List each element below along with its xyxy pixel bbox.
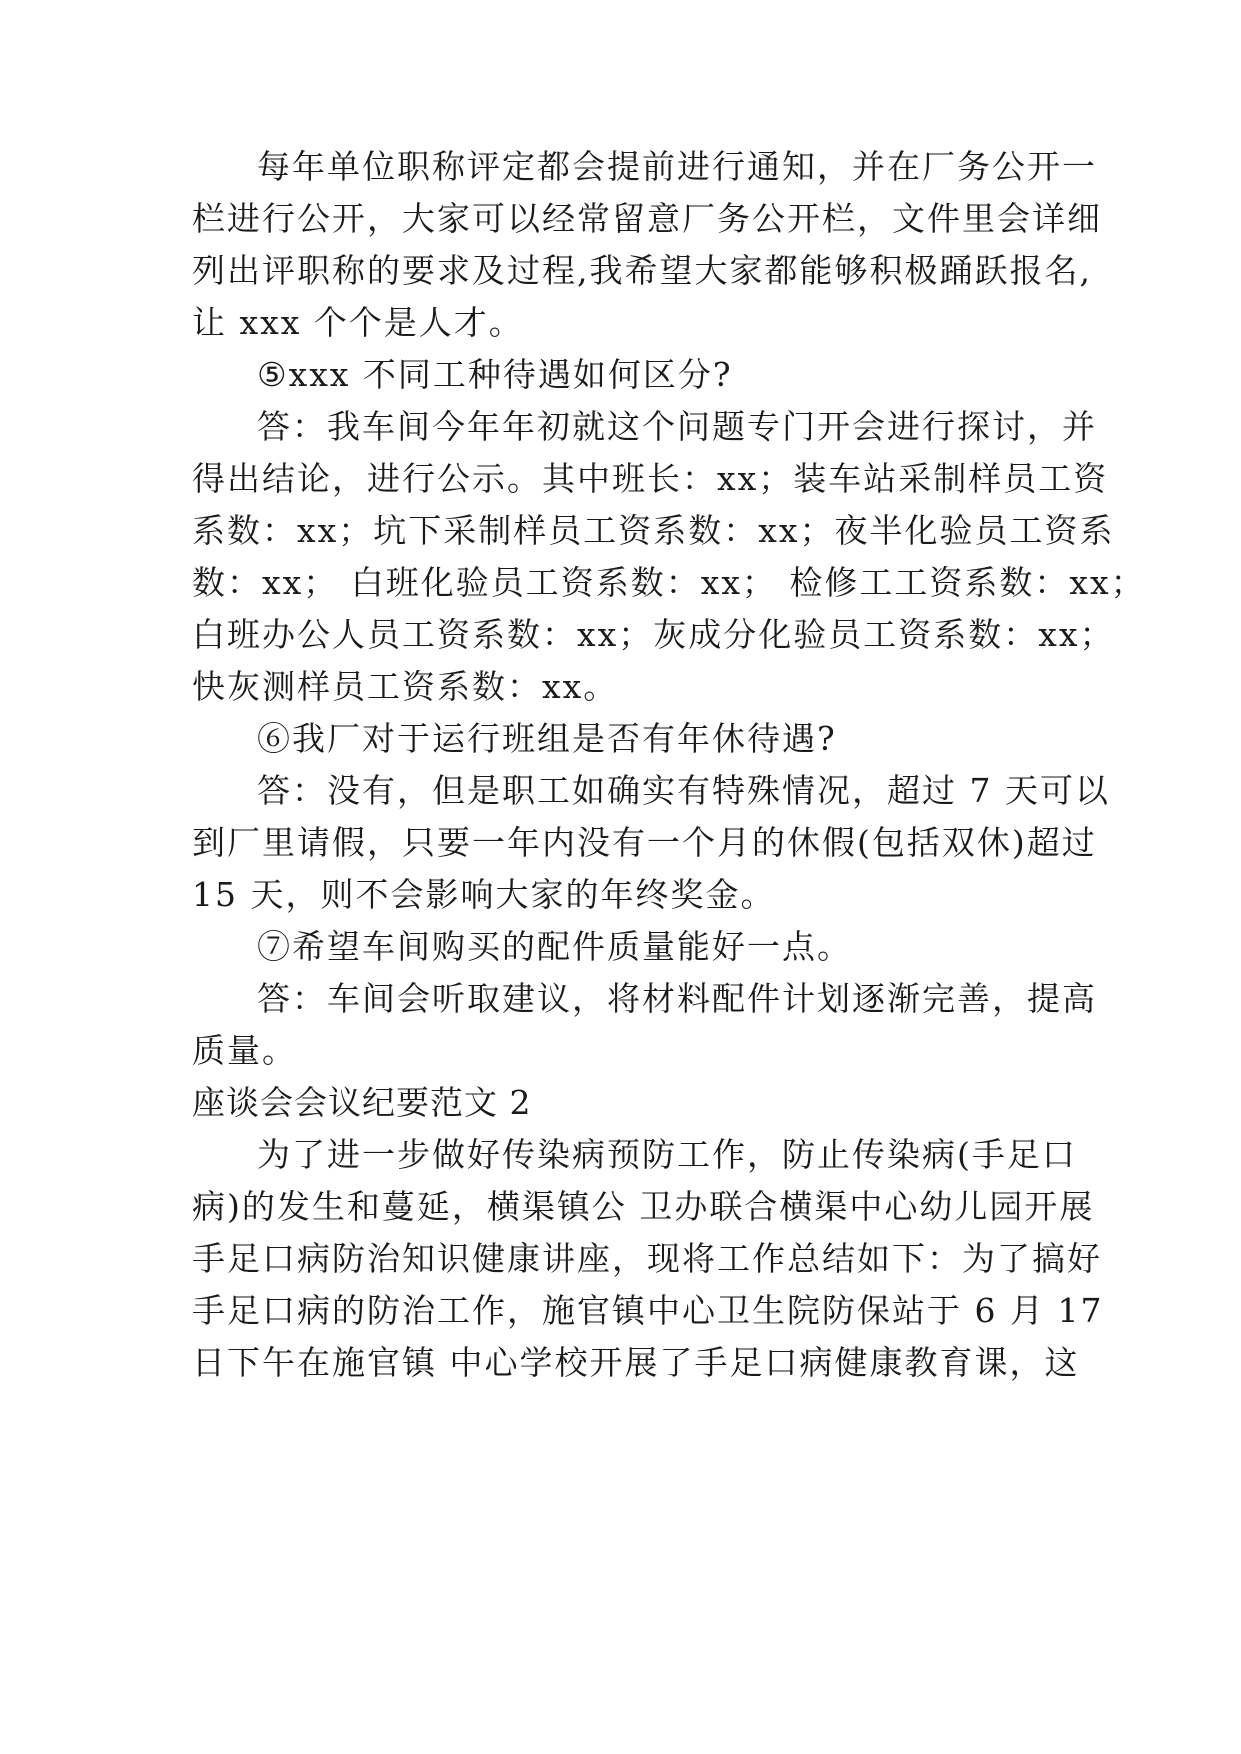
- section-heading: 座谈会会议纪要范文 2: [192, 1083, 532, 1122]
- answer-line: 到厂里请假，只要一年内没有一个月的休假(包括双休)超过: [192, 823, 1097, 862]
- answer-line: 得出结论，进行公示。其中班长：xx；装车站采制样员工资: [192, 459, 1109, 498]
- question-line: ⑥我厂对于运行班组是否有年休待遇?: [257, 719, 837, 758]
- answer-line: 15 天，则不会影响大家的年终奖金。: [192, 875, 776, 914]
- paragraph-line: 让 xxx 个个是人才。: [192, 303, 524, 342]
- question-line: ⑦希望车间购买的配件质量能好一点。: [257, 927, 852, 966]
- answer-line: 答：没有，但是职工如确实有特殊情况，超过 7 天可以: [257, 771, 1110, 810]
- answer-line: 数：xx； 白班化验员工资系数：xx； 检修工工资系数：xx；: [192, 563, 1146, 602]
- paragraph-line: 每年单位职称评定都会提前进行通知，并在厂务公开一: [257, 147, 1097, 186]
- answer-line: 快灰测样员工资系数：xx。: [192, 667, 619, 706]
- paragraph-line: 列出评职称的要求及过程,我希望大家都能够积极踊跃报名,: [192, 251, 1092, 290]
- paragraph-line: 病)的发生和蔓延，横渠镇公 卫办联合横渠中心幼儿园开展: [192, 1187, 1095, 1226]
- paragraph-line: 栏进行公开，大家可以经常留意厂务公开栏，文件里会详细: [192, 199, 1102, 238]
- paragraph-line: 日下午在施官镇 中心学校开展了手足口病健康教育课，这: [192, 1343, 1080, 1382]
- answer-line: 答：我车间今年年初就这个问题专门开会进行探讨，并: [257, 407, 1097, 446]
- paragraph-line: 手足口病的防治工作，施官镇中心卫生院防保站于 6 月 17: [192, 1291, 1104, 1330]
- question-line: ⑤xxx 不同工种待遇如何区分?: [257, 355, 733, 394]
- answer-line: 答：车间会听取建议，将材料配件计划逐渐完善，提高: [257, 979, 1097, 1018]
- paragraph-line: 手足口病防治知识健康讲座，现将工作总结如下：为了搞好: [192, 1239, 1102, 1278]
- answer-line: 系数：xx；坑下采制样员工资系数：xx；夜半化验员工资系: [192, 511, 1115, 550]
- answer-line: 白班办公人员工资系数：xx；灰成分化验员工资系数：xx；: [192, 615, 1115, 654]
- paragraph-line: 为了进一步做好传染病预防工作，防止传染病(手足口: [257, 1135, 1077, 1174]
- answer-line: 质量。: [192, 1031, 297, 1070]
